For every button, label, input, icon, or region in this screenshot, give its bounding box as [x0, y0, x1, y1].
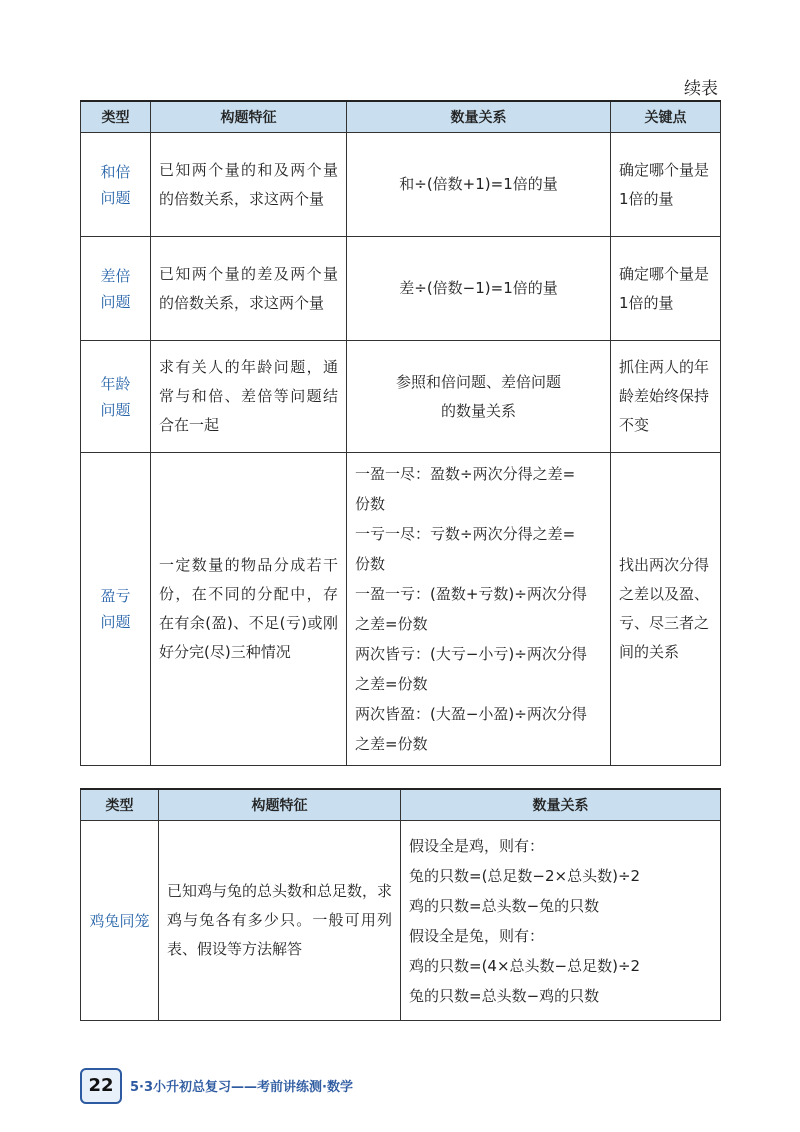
relation-cell: [347, 453, 611, 766]
relation-line: 一盈一亏：(盈数+亏数)÷两次分得: [355, 585, 587, 603]
feature-cell: 已知鸡与兔的总头数和总足数，求鸡与兔各有多少只。一般可用列表、假设等方法解答: [159, 821, 401, 1021]
book-title: 5·3小升初总复习——考前讲练测·数学: [130, 1080, 353, 1095]
table-row: [81, 341, 721, 453]
type-cell: 年龄问题: [81, 341, 151, 453]
relation-line: 一盈一尽：盈数÷两次分得之差=: [355, 465, 576, 483]
relation-line: 之差=份数: [355, 615, 428, 633]
relation-line: 的数量关系: [440, 401, 516, 420]
page-footer: [76, 1068, 396, 1104]
table-row: [81, 237, 721, 341]
relation-line: 一亏一尽：亏数÷两次分得之差=: [355, 525, 576, 543]
key-cell: 确定哪个量是1倍的量: [611, 237, 721, 341]
table-row: [81, 453, 721, 766]
chicken-rabbit-table: [80, 788, 721, 1021]
type-cell: 盈亏问题: [81, 453, 151, 766]
relation-line: 兔的只数=(总足数−2×总头数)÷2: [409, 866, 641, 885]
relation-line: 鸡的只数=总头数−兔的只数: [409, 896, 600, 915]
header-key: 关键点: [611, 101, 721, 133]
table-header-row: [81, 789, 721, 821]
header-relation: 数量关系: [347, 101, 611, 133]
relation-line: 之差=份数: [355, 735, 428, 753]
relation-cell: [347, 341, 611, 453]
relation-cell: [401, 821, 721, 1021]
feature-cell: 求有关人的年龄问题，通常与和倍、差倍等问题结合在一起: [151, 341, 347, 453]
key-cell: 抓住两人的年龄差始终保持不变: [611, 341, 721, 453]
page-number: 22: [80, 1068, 122, 1104]
header-feature: 构题特征: [151, 101, 347, 133]
feature-cell: 一定数量的物品分成若干份，在不同的分配中，存在有余(盈)、不足(亏)或刚好分完(尽)三种情况: [151, 453, 347, 766]
header-feature: 构题特征: [159, 789, 401, 821]
key-cell: 确定哪个量是1倍的量: [611, 133, 721, 237]
relation-line: 两次皆盈：(大盈−小盈)÷两次分得: [355, 705, 587, 723]
table-row: [81, 821, 721, 1021]
table-header-row: [81, 101, 721, 133]
type-cell: 和倍问题: [81, 133, 151, 237]
relation-line: 兔的只数=总头数−鸡的只数: [409, 986, 600, 1005]
feature-cell: 已知两个量的和及两个量的倍数关系，求这两个量: [151, 133, 347, 237]
relation-line: 两次皆亏：(大亏−小亏)÷两次分得: [355, 645, 587, 663]
key-cell: 找出两次分得之差以及盈、亏、尽三者之间的关系: [611, 453, 721, 766]
summary-table-continued: [80, 100, 721, 766]
relation-line: 假设全是兔，则有：: [409, 926, 545, 945]
feature-cell: 已知两个量的差及两个量的倍数关系，求这两个量: [151, 237, 347, 341]
relation-line: 参照和倍问题、差倍问题: [395, 372, 561, 391]
continued-label: 续表: [684, 79, 718, 99]
relation-line: 之差=份数: [355, 675, 428, 693]
header-relation: 数量关系: [401, 789, 721, 821]
table-row: [81, 133, 721, 237]
header-type: 类型: [81, 101, 151, 133]
header-type: 类型: [81, 789, 159, 821]
relation-line: 假设全是鸡，则有：: [409, 836, 545, 855]
relation-cell: 差÷(倍数−1)=1倍的量: [347, 237, 611, 341]
relation-line: 鸡的只数=(4×总头数−总足数)÷2: [409, 956, 641, 975]
type-cell: 差倍问题: [81, 237, 151, 341]
relation-cell: 和÷(倍数+1)=1倍的量: [347, 133, 611, 237]
relation-line: 份数: [355, 555, 386, 573]
relation-line: 份数: [355, 495, 386, 513]
type-cell: 鸡兔同笼: [81, 821, 159, 1021]
